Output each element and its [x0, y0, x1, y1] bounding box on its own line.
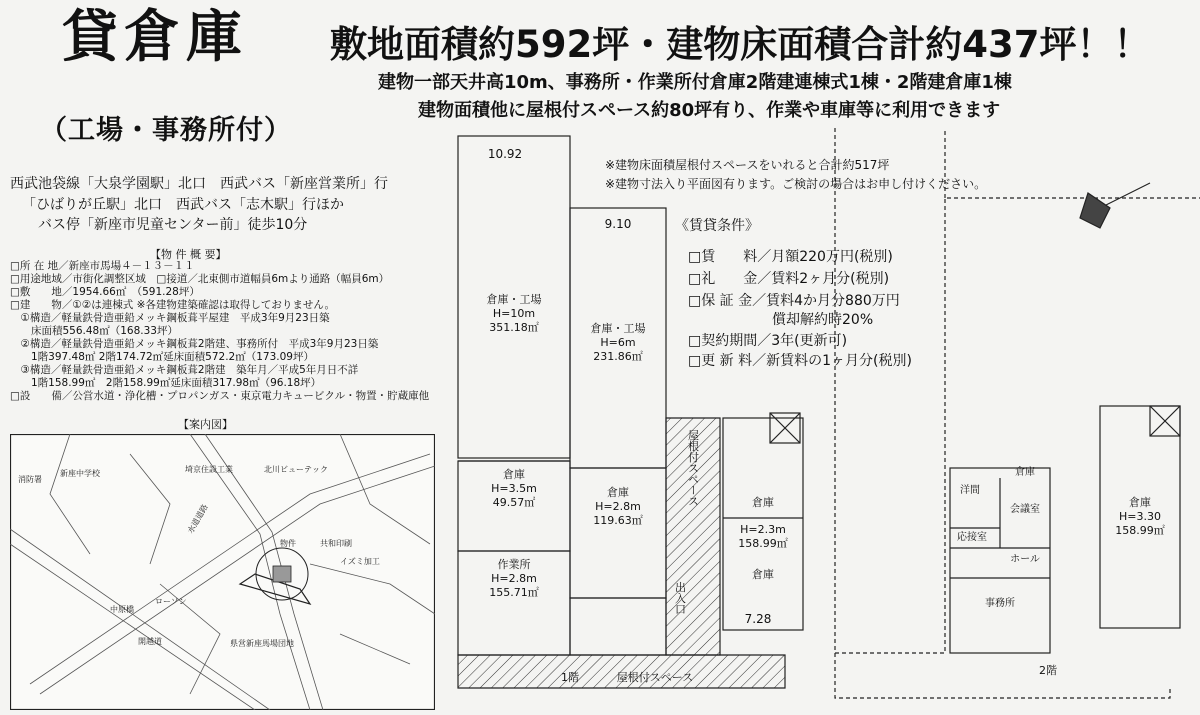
room-area: 119.63㎡ — [593, 514, 643, 527]
spec-line: 1階397.48㎡ 2階174.72㎡延床面積572.2㎡（173.09坪） — [10, 351, 314, 363]
room-area: 155.71㎡ — [489, 586, 539, 599]
spec-line: □設 備／公営水道・浄化槽・プロパンガス・東京電力キュービクル・物置・貯蔵庫他 — [10, 390, 430, 402]
room-label: 倉庫 — [503, 468, 525, 481]
dimension-label: 10.92 — [487, 147, 523, 161]
floor-label-2f: 2階 — [1039, 664, 1057, 677]
location-map — [10, 434, 435, 710]
room-height: H=2.8m — [595, 500, 641, 513]
map-heading: 【案内図】 — [178, 418, 233, 431]
dimension-label: 9.10 — [604, 217, 632, 231]
room-2f-label: ホール — [1010, 554, 1040, 565]
room-height: H=10m — [492, 307, 536, 320]
spec-line: □用途地域／市街化調整区域 □接道／北東側市道幅員6mより通路（幅員6m） — [10, 273, 390, 285]
note-1: ※建物床面積屋根付スペースをいれると合計約517坪 — [605, 158, 890, 172]
map-label: 水道道路 — [185, 502, 210, 535]
room-label: 倉庫 — [607, 486, 629, 499]
covered-space-label: 屋根付スペース — [686, 429, 700, 507]
map-label: ローソン — [155, 597, 187, 606]
map-label: 県営新座馬場団地 — [230, 639, 294, 648]
room-label: 倉庫・工場 — [486, 293, 542, 306]
room-2f-label: 洋間 — [960, 485, 980, 496]
room-area: 158.99㎡ — [738, 537, 788, 550]
room-area: 351.18㎡ — [489, 321, 539, 334]
room-area: 158.99㎡ — [1115, 524, 1165, 537]
room-2f-label: 会議室 — [1010, 504, 1040, 515]
terms-line: □礼 金／賃料2ヶ月分(税別) — [688, 271, 890, 287]
map-label: 物件 — [280, 539, 296, 548]
access-line-2: 「ひばりが丘駅」北口 西武バス「志木駅」行ほか — [22, 197, 344, 213]
floor-label-1f: 1階 — [561, 671, 579, 684]
room-2f-label: 事務所 — [985, 598, 1015, 609]
room-area: 49.57㎡ — [492, 496, 536, 509]
note-2: ※建物寸法入り平面図有ります。ご検討の場合はお申し付けください。 — [605, 177, 987, 191]
spec-line: ①構造／軽量鉄骨造亜鉛メッキ鋼板葺平屋建 平成3年9月23日築 — [10, 312, 330, 324]
terms-heading: 《賃貸条件》 — [675, 218, 759, 234]
room-2f-label: 倉庫 — [1015, 467, 1035, 478]
spec-line: 床面積556.48㎡（168.33坪） — [10, 325, 178, 337]
page-title: 貸倉庫 — [62, 5, 248, 70]
spec-line: 1階158.99㎡ 2階158.99㎡延床面積317.98㎡（96.18坪） — [10, 377, 322, 389]
entrance-label: 出入口 — [673, 581, 687, 615]
spec-heading: 【物 件 概 要】 — [150, 248, 227, 261]
room-height: H=3.30 — [1119, 510, 1161, 523]
room-height: H=3.5m — [491, 482, 537, 495]
access-line-1: 西武池袋線「大泉学園駅」北口 西武バス「新座営業所」行 — [10, 176, 388, 192]
headline: 敷地面積約592坪・建物床面積合計約437坪！！ — [330, 23, 1151, 66]
subheadline-1: 建物一部天井高10m、事務所・作業所付倉庫2階建連棟式1棟・2階建倉庫1棟 — [378, 72, 1012, 93]
room-label: 倉庫・工場 — [590, 322, 646, 335]
map-label: 新座中学校 — [60, 469, 100, 478]
map-label: イズミ加工 — [340, 557, 380, 566]
spec-line: ②構造／軽量鉄骨造亜鉛メッキ鋼板葺2階建、事務所付 平成3年9月23日築 — [10, 338, 379, 350]
terms-line: □契約期間／3年(更新可) — [688, 333, 848, 349]
room-2f-label: 応接室 — [957, 532, 987, 543]
map-label: 中原橋 — [110, 605, 134, 614]
terms-line: □更 新 料／新賃料の1ヶ月分(税別) — [688, 353, 912, 369]
page-subtitle: （工場・事務所付） — [40, 115, 292, 146]
floor-plan — [440, 128, 1200, 715]
room-label: 倉庫 — [1129, 496, 1151, 509]
covered-space-bottom-label: 屋根付スペース — [616, 671, 694, 684]
map-label: 埼京住設工業 — [185, 465, 233, 474]
spec-line: □敷 地／1954.66㎡ （591.28坪） — [10, 286, 200, 298]
room-height: H=6m — [600, 336, 636, 349]
map-label: 共和印刷 — [320, 539, 352, 548]
map-label: 消防署 — [18, 475, 42, 484]
access-line-3: バス停「新座市児童センター前」徒歩10分 — [38, 217, 308, 233]
spec-line: ③構造／軽量鉄骨造亜鉛メッキ鋼板葺2階建 築年月／平成5年月日不詳 — [10, 364, 359, 376]
spec-line: □建 物／①②は連棟式 ※各建物建築確認は取得しておりません。 — [10, 299, 336, 311]
terms-line: □保 証 金／賃料4か月分880万円 — [688, 293, 900, 309]
terms-line: □賃 料／月額220万円(税別) — [688, 249, 893, 265]
subheadline-2: 建物面積他に屋根付スペース約80坪有り、作業や車庫等に利用できます — [418, 100, 1001, 121]
map-label: 開越道 — [138, 637, 162, 646]
terms-line: 償却解約時20% — [688, 312, 874, 328]
room-label: 倉庫 — [752, 568, 774, 581]
spec-line: □所 在 地／新座市馬場４－１３－１１ — [10, 260, 195, 272]
room-label: 作業所 — [497, 558, 531, 571]
room-area: 231.86㎡ — [593, 350, 643, 363]
dimension-label: 7.28 — [744, 612, 772, 626]
room-height: H=2.3m — [740, 523, 786, 536]
room-label: 倉庫 — [752, 496, 774, 509]
room-height: H=2.8m — [491, 572, 537, 585]
map-label: 北川ビューテック — [264, 465, 328, 474]
